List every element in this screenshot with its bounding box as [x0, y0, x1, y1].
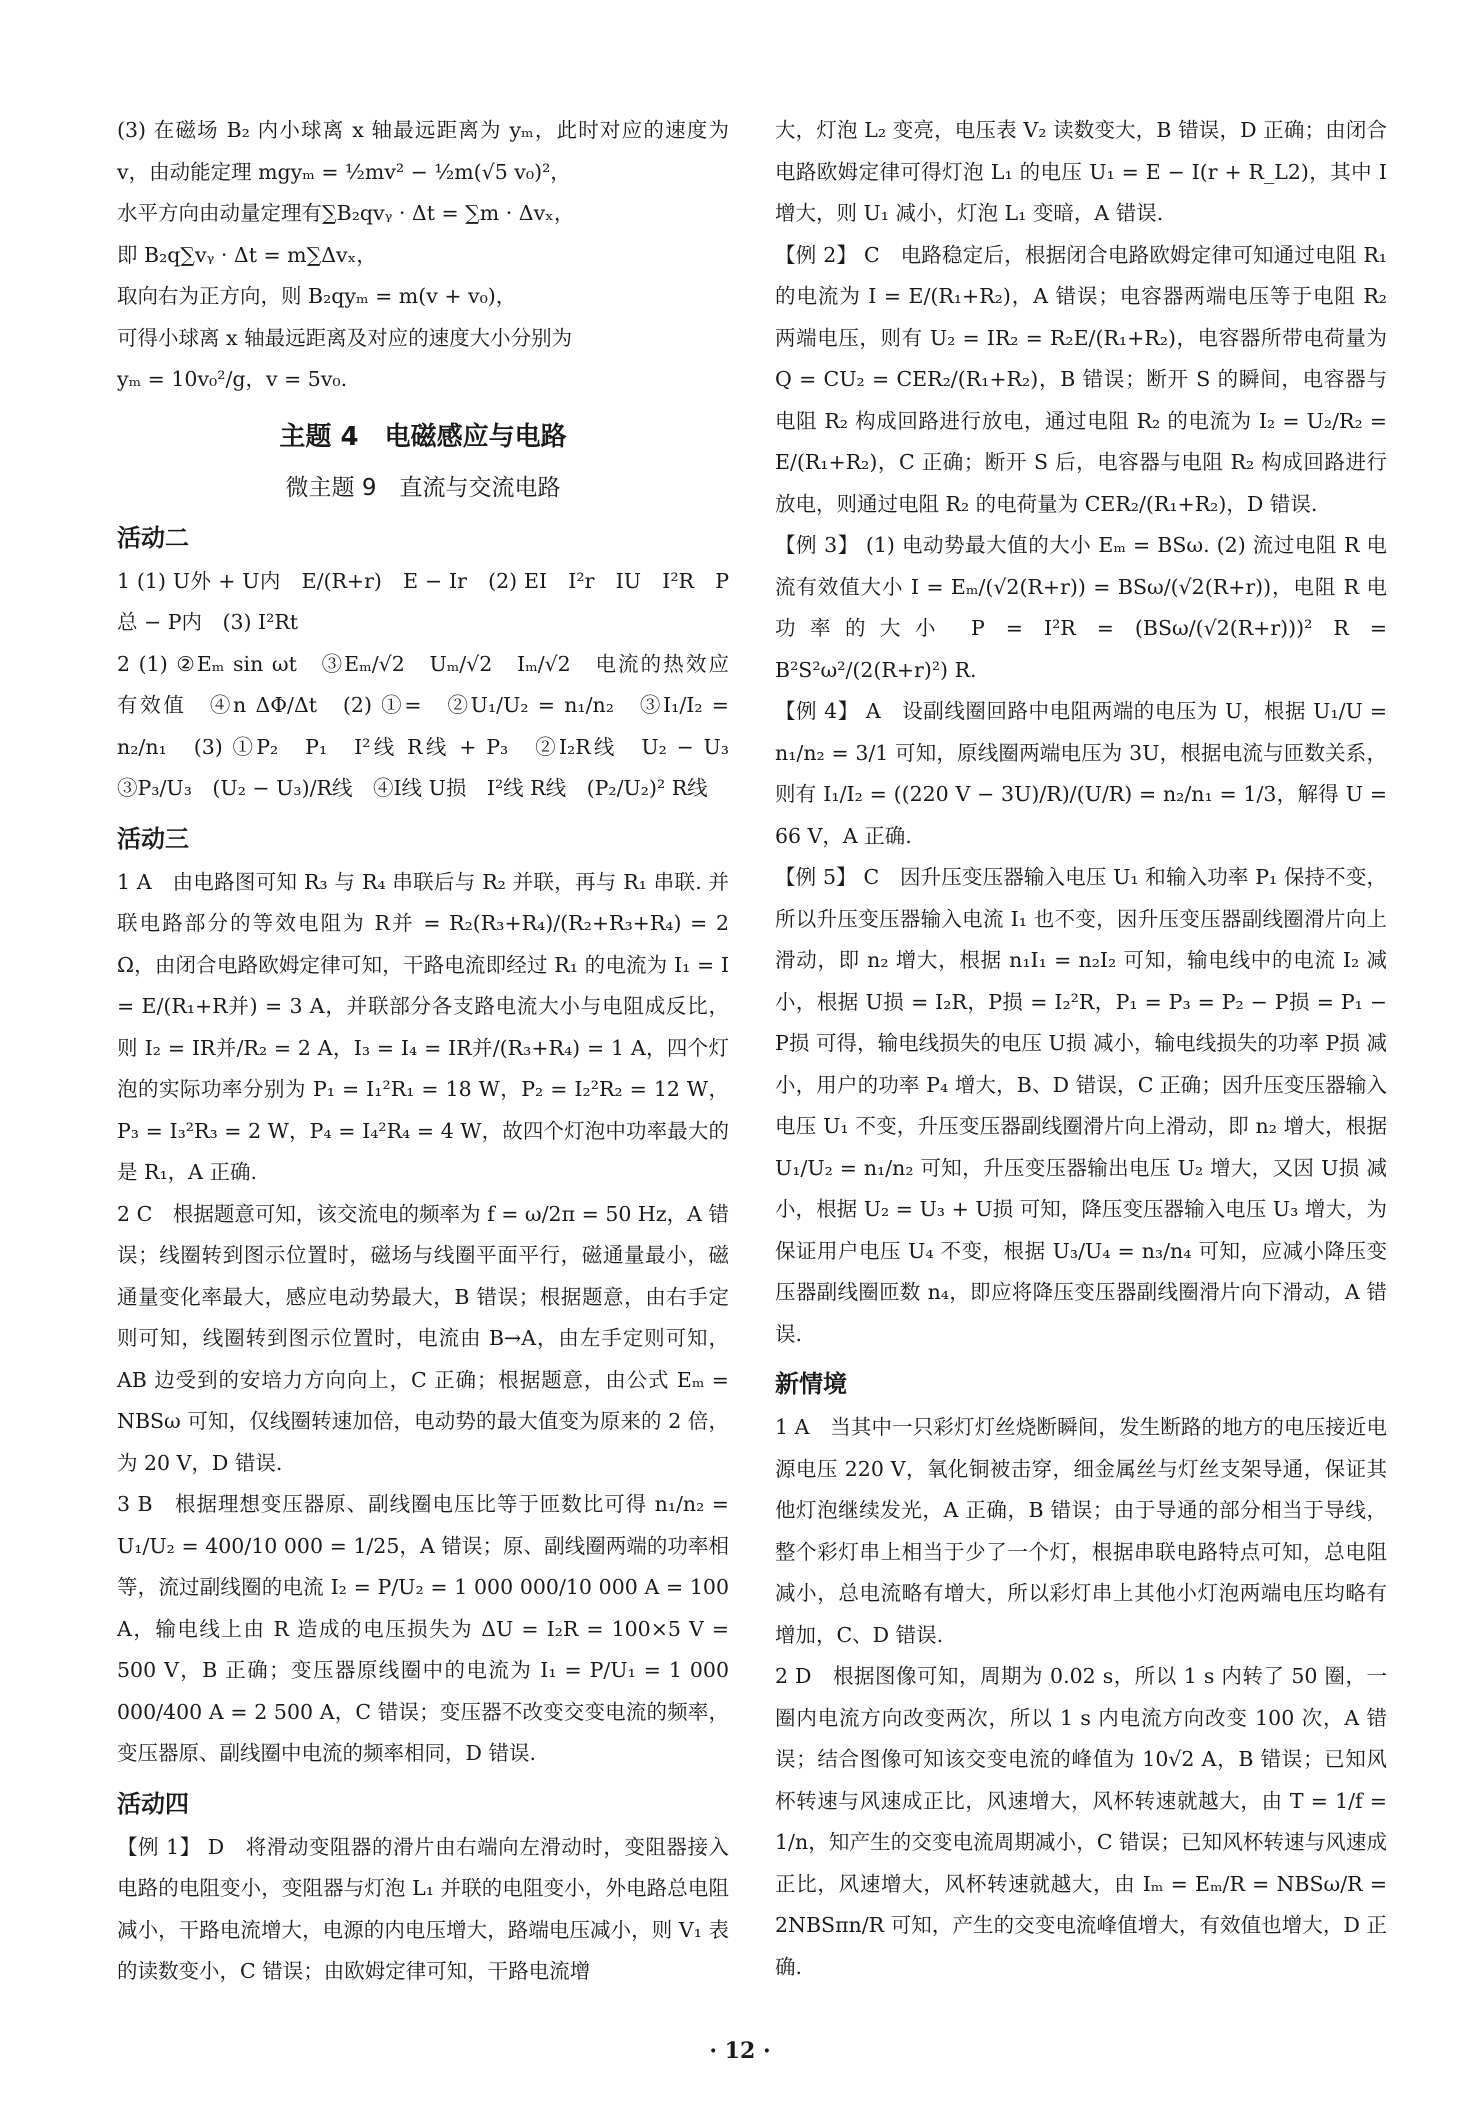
activity-3-item: 1 A 由电路图可知 R₃ 与 R₄ 串联后与 R₂ 并联，再与 R₁ 串联. 并联电路部分的等效电阻为 R并 = R₂(R₃+R₄)/(R₂+R₃+R₄) = 2 Ω，由闭合电路欧姆定律可知，干路电流即经过 R₁ 的电流为 I₁ = I = E/(R₁+R并) = 3 A，并联部分各支路电流大小与电阻成反比，则 I₂ = IR并/R₂ = 2 A，I₃ = I₄ = IR并/(R₃+R₄) = 1 A，四个灯泡的实际功率分别为 P₁ = I₁²R₁ = 18 W，P₂ = I₂²R₂ = 12 W，P₃ = I₃²R₃ = 2 W，P₄ = I₄²R₄ = 4 W，故四个灯泡中功率最大的是 R₁，A 正确.	[117, 869, 729, 1184]
intro-line: 可得小球离 x 轴最远距离及对应的速度大小分别为	[117, 325, 573, 350]
activity-2-item: 1 (1) U外 + U内 E/(R+r) E − Ir (2) EI I²r IU I²R P总 − P内 (3) I²Rt	[117, 568, 729, 634]
topic-title: 主题 4 电磁感应与电路	[279, 421, 567, 452]
new-context-item: 1 A 当其中一只彩灯灯丝烧断瞬间，发生断路的地方的电压接近电源电压 220 V，氧化铜被击穿，细金属丝与灯丝支架导通，保证其他灯泡继续发光，A 正确，B 错误；由于导通的部分相当于导线，整个彩灯串上相当于少了一个灯，根据串联电路特点可知，总电阻减小，总电流略有增大，所以彩灯串上其他小灯泡两端电压均略有增加，C、D 错误.	[775, 1415, 1387, 1647]
intro-line: (3) 在磁场 B₂ 内小球离 x 轴最远距离为 yₘ，此时对应的速度为 v，由动能定理 mgyₘ = ½mv² − ½m(√5 v₀)²，	[117, 118, 729, 184]
intro-line: 水平方向由动量定理有∑B₂qvᵧ · Δt = ∑m · Δvₓ，	[117, 201, 575, 225]
activity-3-item: 2 C 根据题意可知，该交流电的频率为 f = ω/2π = 50 Hz，A 错误；线圈转到图示位置时，磁场与线圈平面平行，磁通量最小，磁通量变化率最大，感应电动势最大，B 错误；根据题意，由右手定则可知，线圈转到图示位置时，电流由 B→A，由左手定则可知，AB 边受到的安培力方向向上，C 正确；根据题意，由公式 Eₘ = NBSω 可知，仅线圈转速加倍，电动势的最大值变为原来的 2 倍，为 20 V，D 错误.	[117, 1201, 729, 1475]
intro-line: 即 B₂q∑vᵧ · Δt = m∑Δvₓ，	[117, 242, 377, 267]
activity-3-title: 活动三	[117, 824, 189, 853]
new-context-title: 新情境	[775, 1370, 847, 1398]
intro-block	[117, 110, 729, 401]
example-1-continued: 大，灯泡 L₂ 变亮，电压表 V₂ 读数变大，B 错误，D 正确；由闭合电路欧姆定律可得灯泡 L₁ 的电压 U₁ = E − I(r + R_L2)，其中 I 增大，则 U₁ 减小，灯泡 L₁ 变暗，A 错误.	[775, 118, 1387, 225]
example-4: 【例 4】 A 设副线圈回路中电阻两端的电压为 U，根据 U₁/U = n₁/n₂ = 3/1 可知，原线圈两端电压为 3U，根据电流与匝数关系，则有 I₁/I₂ = ((220 V − 3U)/R)/(U/R) = n₂/n₁ = 1/3，解得 U = 66 V，A 正确.	[775, 699, 1387, 848]
page-number: · 12 ·	[709, 2038, 771, 2064]
activity-2-title: 活动二	[117, 523, 189, 552]
activity-4-title: 活动四	[117, 1789, 189, 1818]
new-context-item: 2 D 根据图像可知，周期为 0.02 s，所以 1 s 内转了 50 圈，一圈内电流方向改变两次，所以 1 s 内电流方向改变 100 次，A 错误；结合图像可知该交变电流的峰值为 10√2 A，B 错误；已知风杯转速与风速成正比，风速增大，风杯转速就越大，由 T = 1/f = 1/n，知产生的交变电流周期减小，C 错误；已知风杯转速与风速成正比，风速增大，风杯转速就越大，由 Iₘ = Eₘ/R = NBSω/R = 2NBSπn/R 可知，产生的交变电流峰值增大，有效值也增大，D 正确.	[775, 1664, 1387, 1979]
activity-2-item: 2 (1) ②Eₘ sin ωt ③Eₘ/√2 Uₘ/√2 Iₘ/√2 电流的热效应 有效值 ④n ΔΦ/Δt (2) ①= ②U₁/U₂ = n₁/n₂ ③I₁/I₂ = n₂/n₁ (3) ①P₂ P₁ I²线 R线 + P₃ ②I₂R线 U₂ − U₃ ③P₃/U₃ (U₂ − U₃)/R线 ④I线 U损 I²线 R线 (P₂/U₂)² R线	[117, 651, 750, 800]
example-3: 【例 3】 (1) 电动势最大值的大小 Eₘ = BSω. (2) 流过电阻 R 电流有效值大小 I = Eₘ/(√2(R+r)) = BSω/(√2(R+r))，电阻 R 电功率的大小 P = I²R = (BSω/(√2(R+r)))² R = B²S²ω²/(2(R+r)²) R.	[775, 533, 1387, 682]
left-column	[117, 110, 750, 1993]
example-5: 【例 5】 C 因升压变压器输入电压 U₁ 和输入功率 P₁ 保持不变，所以升压变压器输入电流 I₁ 也不变，因升压变压器副线圈滑片向上滑动，即 n₂ 增大，根据 n₁I₁ = n₂I₂ 可知，输电线中的电流 I₂ 减小，根据 U损 = I₂R，P损 = I₂²R，P₁ = P₃ = P₂ − P损 = P₁ − P损 可得，输电线损失的电压 U损 减小，输电线损失的功率 P损 减小，用户的功率 P₄ 增大，B、D 错误，C 正确；因升压变压器输入电压 U₁ 不变，升压变压器副线圈滑片向上滑动，即 n₂ 增大，根据 U₁/U₂ = n₁/n₂ 可知，升压变压器输出电压 U₂ 增大，又因 U损 减小，根据 U₂ = U₃ + U损 可知，降压变压器输入电压 U₃ 增大，为保证用户电压 U₄ 不变，根据 U₃/U₄ = n₃/n₄ 可知，应减小降压变压器副线圈匝数 n₄，即应将降压变压器副线圈滑片向下滑动，A 错误.	[775, 865, 1387, 1346]
right-column	[775, 110, 1387, 1988]
activity-3-item: 3 B 根据理想变压器原、副线圈电压比等于匝数比可得 n₁/n₂ = U₁/U₂ = 400/10 000 = 1/25，A 错误；原、副线圈两端的功率相等，流过副线圈的电流 I₂ = P/U₂ = 1 000 000/10 000 A = 100 A，输电线上由 R 造成的电压损失为 ΔU = I₂R = 100×5 V = 500 V，B 正确；变压器原线圈中的电流为 I₁ = P/U₁ = 1 000 000/400 A = 2 500 A，C 错误；变压器不改变交变电流的频率，变压器原、副线圈中电流的频率相同，D 错误.	[117, 1492, 729, 1765]
example-2: 【例 2】 C 电路稳定后，根据闭合电路欧姆定律可知通过电阻 R₁ 的电流为 I = E/(R₁+R₂)，A 错误；电容器两端电压等于电阻 R₂ 两端电压，则有 U₂ = IR₂ = R₂E/(R₁+R₂)，电容器所带电荷量为 Q = CU₂ = CER₂/(R₁+R₂)，B 错误；断开 S 的瞬间，电容器与电阻 R₂ 构成回路进行放电，通过电阻 R₂ 的电流为 I₂ = U₂/R₂ = E/(R₁+R₂)，C 正确；断开 S 后，电容器与电阻 R₂ 构成回路进行放电，则通过电阻 R₂ 的电荷量为 CER₂/(R₁+R₂)，D 错误.	[775, 242, 1387, 516]
subtopic-title: 微主题 9 直流与交流电路	[285, 474, 561, 501]
example-1: 【例 1】 D 将滑动变阻器的滑片由右端向左滑动时，变阻器接入电路的电阻变小，变阻器与灯泡 L₁ 并联的电阻变小，外电路总电阻减小，干路电流增大，电源的内电压增大，路端电压减小，则 V₁ 表的读数变小，C 错误；由欧姆定律可知，干路电流增	[117, 1834, 729, 1983]
intro-line: 取向右为正方向，则 B₂qyₘ = m(v + v₀)，	[117, 284, 517, 308]
intro-line: yₘ = 10v₀²/g，v = 5v₀.	[117, 367, 348, 391]
